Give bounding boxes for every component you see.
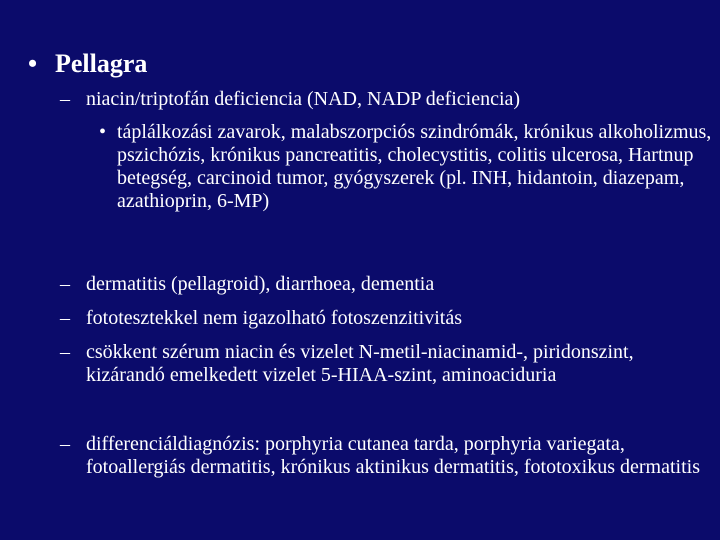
main-bullet xyxy=(28,48,147,80)
list-item xyxy=(60,341,716,387)
dash-marker: – xyxy=(60,307,70,329)
list-item-text: niacin/triptofán deficiencia (NAD, NADP deficiencia) xyxy=(86,88,521,110)
list-item xyxy=(60,307,716,330)
dash-marker: – xyxy=(60,341,70,363)
dash-marker: – xyxy=(60,88,70,110)
list-item-text: differenciáldiagnózis: porphyria cutanea tarda, porphyria variegata, fotoallergiás dermatitis, krónikus aktinikus dermatitis, fototoxikus dermatitis xyxy=(86,433,700,478)
sub-list-item xyxy=(99,121,713,213)
list-item xyxy=(60,273,716,296)
list-item xyxy=(60,88,716,111)
slide-title: Pellagra xyxy=(55,49,148,78)
list-item-text: csökkent szérum niacin és vizelet N-metil-niacinamid-, piridonszint, kizárandó emelkedett vizelet 5-HIAA-szint, aminoaciduria xyxy=(86,341,634,386)
list-item xyxy=(60,433,716,479)
bullet-marker: • xyxy=(99,121,107,143)
bullet-marker: • xyxy=(28,49,38,78)
sub-list-item-text: táplálkozási zavarok, malabszorpciós szindrómák, krónikus alkoholizmus, pszichózis, krónikus pancreatitis, cholecystitis, colitis ulcerosa, Hartnup betegség, carcinoid tumor, gyógyszerek (pl. INH, hidantoin, diazepam, azathioprin, 6-MP) xyxy=(117,121,712,212)
dash-marker: – xyxy=(60,433,70,455)
dash-marker: – xyxy=(60,273,70,295)
list-item-text: dermatitis (pellagroid), diarrhoea, dementia xyxy=(86,273,435,295)
list-item-text: fototesztekkel nem igazolható fotoszenzitivitás xyxy=(86,307,462,329)
